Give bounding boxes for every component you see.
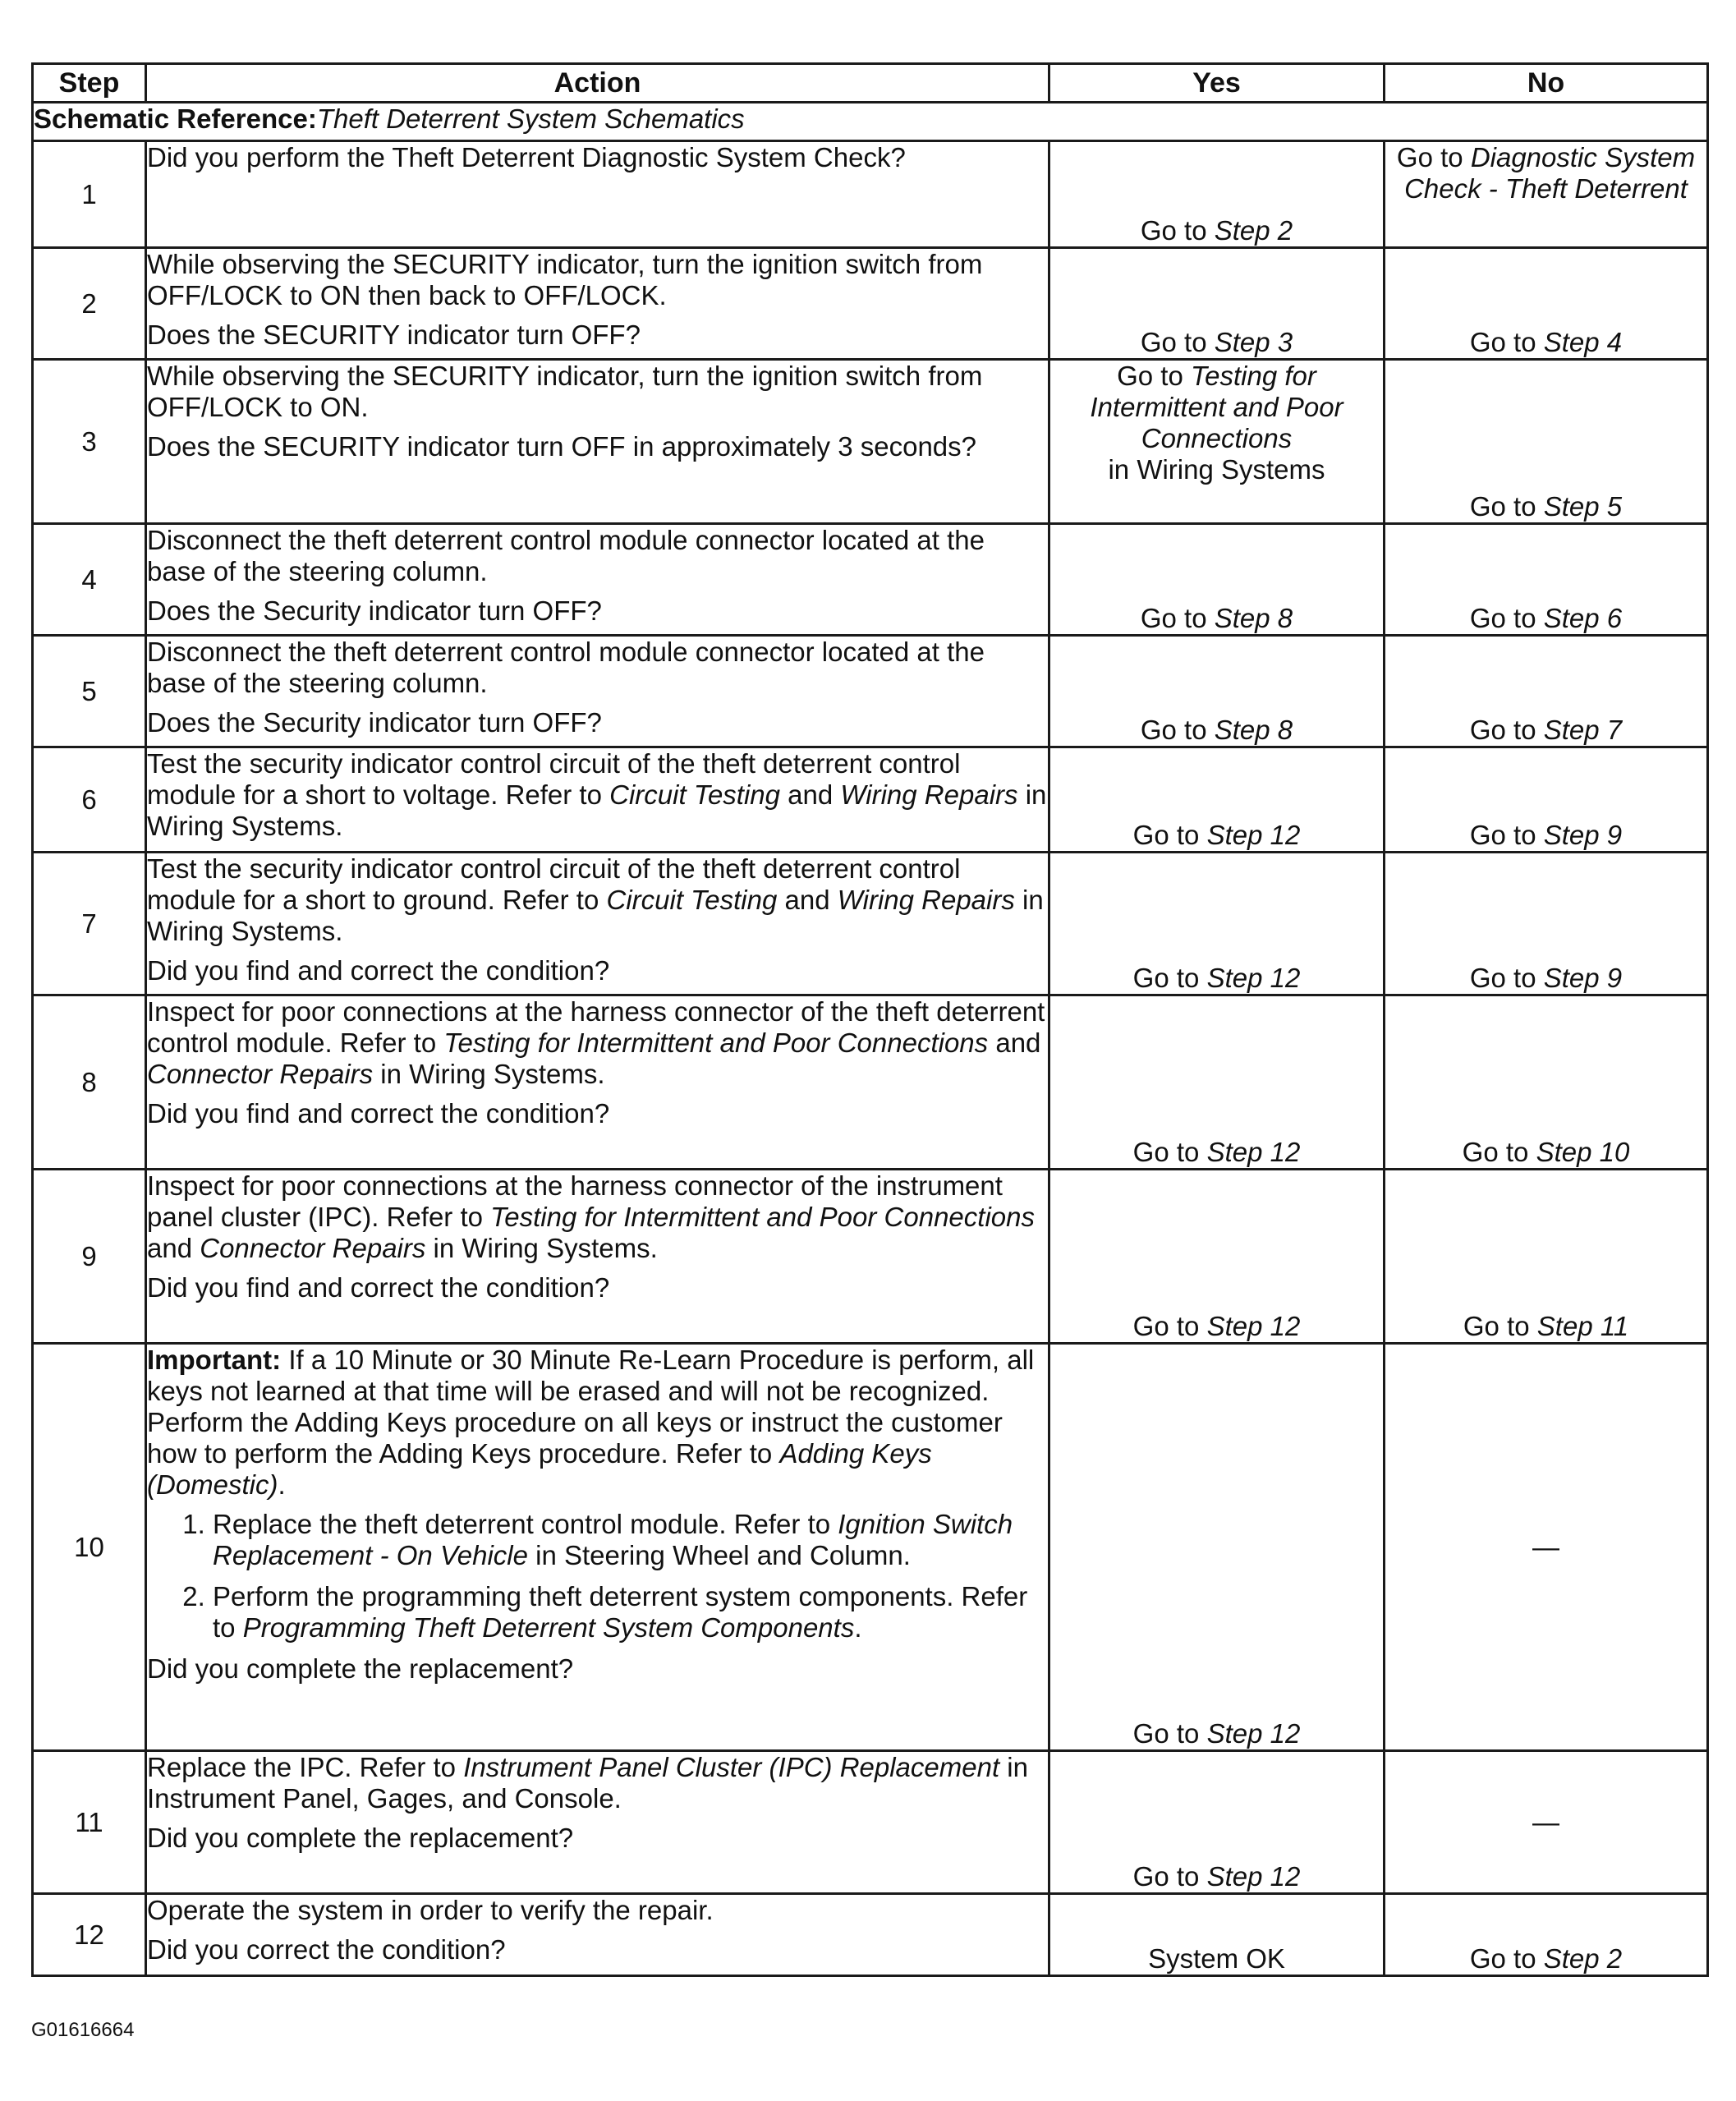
- yes-cell: [1049, 747, 1385, 853]
- substep-item: [213, 1581, 1048, 1644]
- yes-cell: [1049, 1170, 1385, 1344]
- action-cell: [146, 141, 1049, 248]
- step-link[interactable]: Step 4: [1543, 327, 1623, 357]
- action-cell: [146, 853, 1049, 995]
- substep-list: [147, 1509, 1048, 1644]
- yes-cell: [1049, 141, 1385, 248]
- substep-text: in Steering Wheel and Column.: [527, 1540, 911, 1570]
- yes-cell: [1049, 248, 1385, 360]
- table-row: [33, 360, 1708, 524]
- step-number: 1: [33, 141, 146, 248]
- action-instruction: Disconnect the theft deterrent control module connector located at the base of the steering column.: [147, 525, 985, 586]
- step-link[interactable]: Step 2: [1214, 215, 1293, 246]
- action-cell: [146, 995, 1049, 1170]
- no-cell: [1385, 524, 1708, 636]
- testing-link[interactable]: Testing for Intermittent and Poor Connections: [1090, 361, 1343, 453]
- action-question: Did you find and correct the condition?: [147, 1272, 610, 1303]
- action-instruction: [147, 1752, 1048, 1814]
- instruction-text: and: [988, 1028, 1041, 1058]
- step-link[interactable]: Step 11: [1536, 1311, 1629, 1341]
- adding-keys-link[interactable]: Adding Keys (Domestic): [147, 1438, 932, 1500]
- step-link[interactable]: Step 12: [1206, 1311, 1301, 1341]
- step-number: 7: [33, 853, 146, 995]
- action-cell: [146, 636, 1049, 747]
- yes-cell: [1049, 360, 1385, 524]
- table-row: [33, 248, 1708, 360]
- no-cell: [1385, 995, 1708, 1170]
- substep-item: [213, 1509, 1048, 1571]
- important-note: [147, 1345, 1048, 1501]
- step-number: 3: [33, 360, 146, 524]
- table-row: [33, 1170, 1708, 1344]
- goto-text: Go to: [1132, 1137, 1207, 1167]
- header-yes: Yes: [1049, 64, 1385, 103]
- no-cell: [1385, 747, 1708, 853]
- goto-text: Go to: [1132, 1861, 1207, 1892]
- action-question: Did you complete the replacement?: [147, 1823, 574, 1853]
- yes-cell: [1049, 524, 1385, 636]
- goto-text: Go to: [1469, 715, 1544, 745]
- action-question: Did you complete the replacement?: [147, 1653, 574, 1684]
- action-instruction: [147, 996, 1048, 1090]
- important-label: Important:: [147, 1345, 282, 1375]
- important-text: .: [278, 1469, 286, 1500]
- header-action: Action: [146, 64, 1049, 103]
- step-link[interactable]: Step 9: [1543, 820, 1623, 850]
- action-instruction: [147, 853, 1048, 947]
- table-row: [33, 995, 1708, 1170]
- wiring-systems-text: in Wiring Systems: [1108, 454, 1325, 485]
- action-cell: [146, 1170, 1049, 1344]
- action-instruction: [147, 1170, 1048, 1264]
- substep-text: Perform the programming theft deterrent system components. Refer to: [213, 1581, 1028, 1643]
- header-step: Step: [33, 64, 146, 103]
- step-link[interactable]: Step 5: [1543, 491, 1623, 522]
- step-link[interactable]: Step 3: [1214, 327, 1293, 357]
- instruction-text: and: [147, 1233, 200, 1263]
- table-row: [33, 853, 1708, 995]
- step-number: 4: [33, 524, 146, 636]
- goto-text: Go to: [1132, 1311, 1207, 1341]
- goto-text: Go to: [1462, 1137, 1536, 1167]
- instruction-text: Test the security indicator control circuit of the theft deterrent control module for a short to voltage. Refer to: [147, 748, 961, 810]
- no-cell: [1385, 141, 1708, 248]
- instruction-text: in Wiring Systems.: [425, 1233, 658, 1263]
- action-cell: [146, 524, 1049, 636]
- step-number: 2: [33, 248, 146, 360]
- no-cell: [1385, 360, 1708, 524]
- goto-text: Go to: [1140, 715, 1215, 745]
- instruction-text: in Wiring Systems.: [147, 779, 1047, 841]
- action-instruction: Operate the system in order to verify the repair.: [147, 1895, 714, 1925]
- step-number: 12: [33, 1894, 146, 1976]
- action-question: Does the Security indicator turn OFF?: [147, 707, 602, 738]
- step-number: 9: [33, 1170, 146, 1344]
- instruction-text: in Instrument Panel, Gages, and Console.: [147, 1752, 1028, 1814]
- action-cell: [146, 1751, 1049, 1894]
- goto-text: Go to: [1469, 963, 1544, 993]
- testing-link[interactable]: Testing for Intermittent and Poor Connections: [443, 1028, 989, 1058]
- goto-text: Go to: [1140, 603, 1215, 633]
- goto-text: Go to: [1132, 1718, 1207, 1749]
- connector-repairs-link[interactable]: Connector Repairs: [147, 1059, 374, 1089]
- step-link[interactable]: Step 12: [1206, 1137, 1301, 1167]
- no-cell: [1385, 248, 1708, 360]
- action-instruction: While observing the SECURITY indicator, turn the ignition switch from OFF/LOCK to ON.: [147, 361, 983, 422]
- ipc-replacement-link[interactable]: Instrument Panel Cluster (IPC) Replacement: [463, 1752, 1000, 1782]
- action-cell: [146, 248, 1049, 360]
- ignition-switch-replacement-link[interactable]: Ignition Switch Replacement - On Vehicle: [213, 1509, 1013, 1570]
- circuit-testing-link[interactable]: Circuit Testing: [606, 885, 778, 915]
- action-question: Does the SECURITY indicator turn OFF in approximately 3 seconds?: [147, 431, 976, 462]
- goto-text: Go to: [1469, 491, 1544, 522]
- table-row: [33, 141, 1708, 248]
- instruction-text: Inspect for poor connections at the harness connector of the instrument panel cluster (IPC). Refer to: [147, 1170, 1003, 1232]
- no-cell: [1385, 1894, 1708, 1976]
- table-row: [33, 747, 1708, 853]
- goto-text: Go to: [1117, 361, 1191, 391]
- action-cell: [146, 1894, 1049, 1976]
- instruction-text: in Wiring Systems.: [373, 1059, 605, 1089]
- step-link[interactable]: Step 8: [1214, 603, 1293, 633]
- no-cell: —: [1385, 1344, 1708, 1751]
- table-row: [33, 1894, 1708, 1976]
- instruction-text: and: [777, 885, 838, 915]
- schematic-reference: [33, 103, 1708, 141]
- step-number: 6: [33, 747, 146, 853]
- wiring-repairs-link[interactable]: Wiring Repairs: [837, 885, 1015, 915]
- action-instruction: While observing the SECURITY indicator, turn the ignition switch from OFF/LOCK to ON then back to OFF/LOCK.: [147, 249, 983, 310]
- diagnostic-table: [31, 62, 1709, 1977]
- yes-cell: [1049, 853, 1385, 995]
- action-cell: [146, 747, 1049, 853]
- action-question: Did you find and correct the condition?: [147, 1098, 610, 1129]
- no-cell: [1385, 853, 1708, 995]
- no-cell: [1385, 636, 1708, 747]
- yes-cell: [1049, 1751, 1385, 1894]
- step-link[interactable]: Step 8: [1214, 715, 1293, 745]
- goto-text: Go to: [1140, 215, 1215, 246]
- instruction-text: and: [780, 779, 841, 810]
- important-text: If a 10 Minute or 30 Minute Re-Learn Procedure is perform, all keys not learned at that time will be erased and will not be recognized. Perform the Adding Keys procedure on all keys or instruct the customer how to perform the Adding Keys procedure. Refer to: [147, 1345, 1035, 1469]
- goto-text: Go to: [1132, 820, 1207, 850]
- table-row: [33, 1751, 1708, 1894]
- action-question: Does the SECURITY indicator turn OFF?: [147, 320, 641, 350]
- yes-cell: [1049, 1344, 1385, 1751]
- goto-text: Go to: [1469, 820, 1544, 850]
- programming-link[interactable]: Programming Theft Deterrent System Components: [242, 1612, 855, 1643]
- schematic-reference-label: Schematic Reference:: [34, 103, 317, 134]
- no-cell: [1385, 1170, 1708, 1344]
- step-link[interactable]: Step 2: [1543, 1943, 1623, 1974]
- table-header-row: [33, 64, 1708, 103]
- schematic-reference-link[interactable]: Theft Deterrent System Schematics: [316, 103, 745, 134]
- action-question: Did you find and correct the condition?: [147, 955, 610, 986]
- yes-cell: [1049, 995, 1385, 1170]
- step-link[interactable]: Step 7: [1543, 715, 1623, 745]
- connector-repairs-link[interactable]: Connector Repairs: [200, 1233, 426, 1263]
- action-question: Did you perform the Theft Deterrent Diagnostic System Check?: [147, 142, 906, 172]
- table-row: [33, 524, 1708, 636]
- action-instruction: Disconnect the theft deterrent control module connector located at the base of the steering column.: [147, 637, 985, 698]
- substep-text: Replace the theft deterrent control module. Refer to: [213, 1509, 838, 1539]
- goto-text: Go to: [1469, 603, 1544, 633]
- action-cell: [146, 360, 1049, 524]
- step-number: 11: [33, 1751, 146, 1894]
- table-row: [33, 636, 1708, 747]
- step-number: 5: [33, 636, 146, 747]
- action-cell: [146, 1344, 1049, 1751]
- goto-text: Go to: [1463, 1311, 1537, 1341]
- circuit-testing-link[interactable]: Circuit Testing: [609, 779, 781, 810]
- header-no: No: [1385, 64, 1708, 103]
- goto-text: Go to: [1469, 1943, 1544, 1974]
- step-link[interactable]: Step 12: [1206, 1718, 1301, 1749]
- step-link[interactable]: Step 12: [1206, 820, 1301, 850]
- diagnostic-check-link[interactable]: Diagnostic System Check - Theft Deterrent: [1404, 142, 1696, 204]
- step-number: 8: [33, 995, 146, 1170]
- yes-cell: [1049, 636, 1385, 747]
- goto-text: Go to: [1132, 963, 1207, 993]
- substep-text: .: [854, 1612, 862, 1643]
- action-question: Does the Security indicator turn OFF?: [147, 595, 602, 626]
- goto-text: Go to: [1140, 327, 1215, 357]
- schematic-reference-row: [33, 103, 1708, 141]
- instruction-text: Inspect for poor connections at the harness connector of the theft deterrent control module. Refer to: [147, 996, 1045, 1058]
- step-link[interactable]: Step 12: [1206, 963, 1301, 993]
- yes-cell: System OK: [1049, 1894, 1385, 1976]
- table-row: [33, 1344, 1708, 1751]
- instruction-text: Replace the IPC. Refer to: [147, 1752, 464, 1782]
- testing-link[interactable]: Testing for Intermittent and Poor Connections: [490, 1202, 1035, 1232]
- action-question: Did you correct the condition?: [147, 1934, 506, 1965]
- step-link[interactable]: Step 6: [1543, 603, 1623, 633]
- action-instruction: [147, 748, 1048, 842]
- step-link[interactable]: Step 9: [1543, 963, 1623, 993]
- figure-id: G01616664: [31, 2019, 135, 2041]
- step-link[interactable]: Step 10: [1536, 1137, 1630, 1167]
- step-number: 10: [33, 1344, 146, 1751]
- wiring-repairs-link[interactable]: Wiring Repairs: [840, 779, 1018, 810]
- goto-text: Go to: [1469, 327, 1544, 357]
- instruction-text: Test the security indicator control circuit of the theft deterrent control module for a short to ground. Refer to: [147, 853, 961, 915]
- step-link[interactable]: Step 12: [1206, 1861, 1301, 1892]
- goto-text: Go to: [1396, 142, 1471, 172]
- no-cell: —: [1385, 1751, 1708, 1894]
- instruction-text: in Wiring Systems.: [147, 885, 1044, 946]
